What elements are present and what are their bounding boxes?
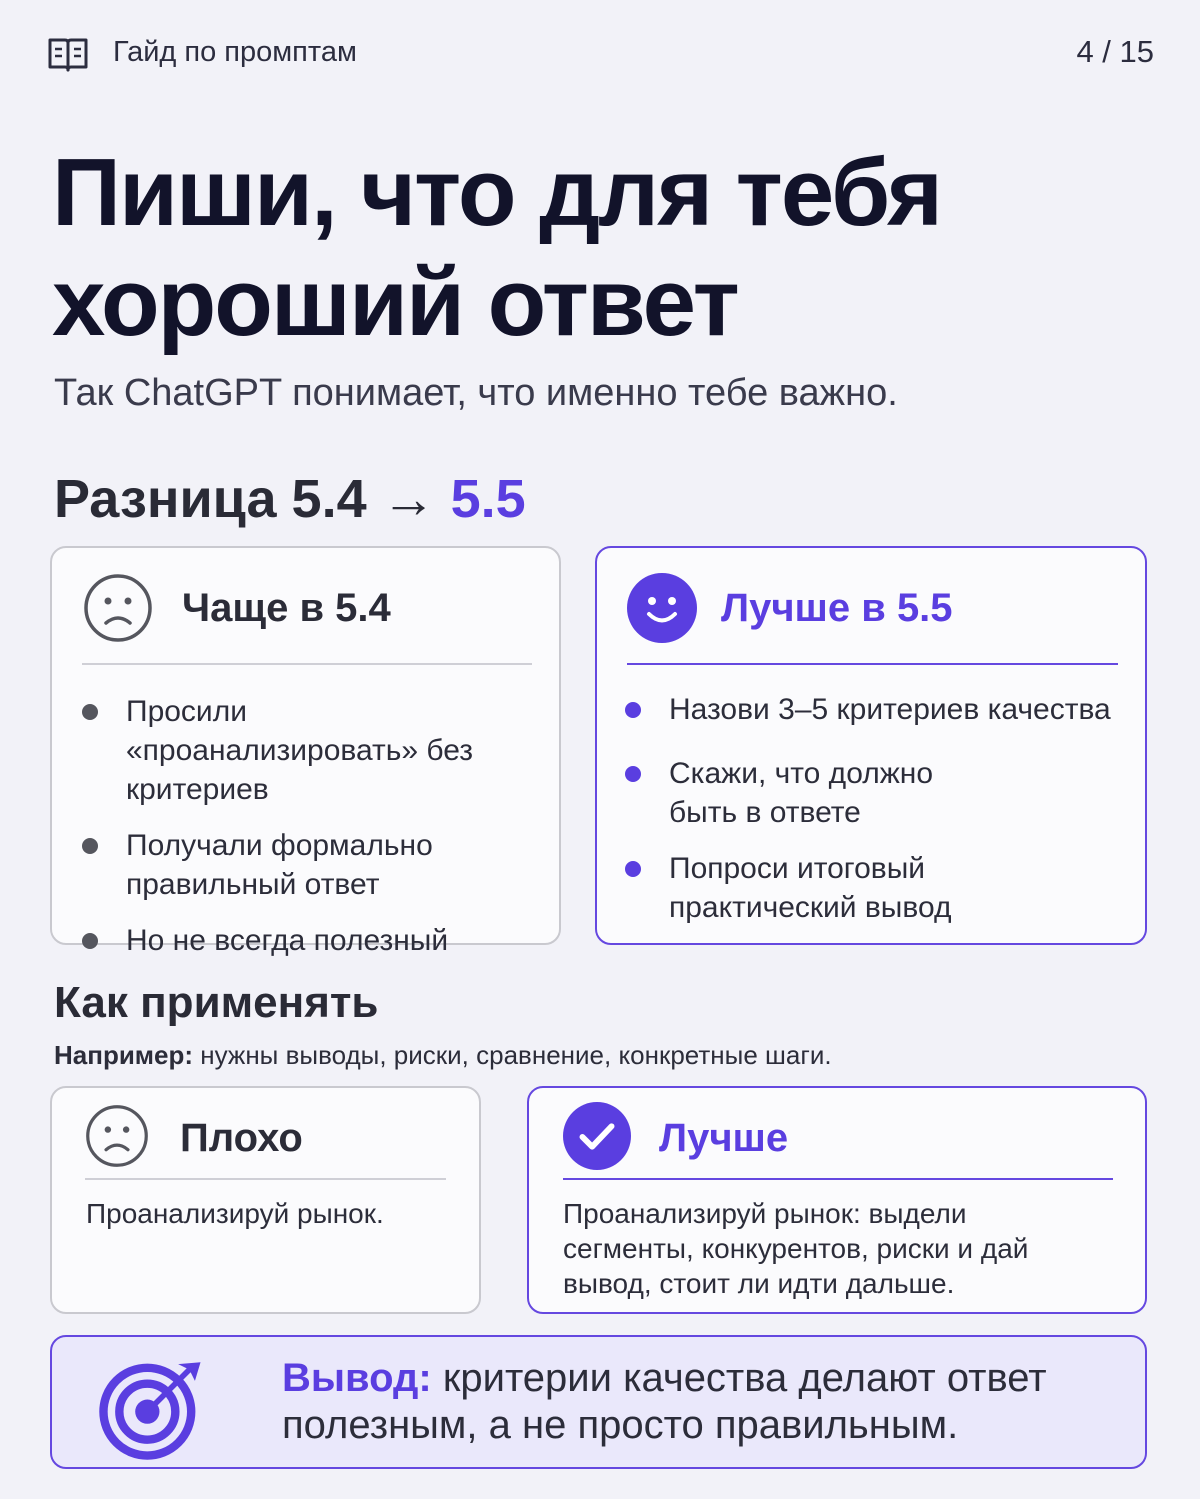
card-good-title: Лучше <box>659 1116 789 1160</box>
apply-heading: Как применять <box>54 978 379 1027</box>
example-text: нужны выводы, риски, сравнение, конкретные шаги. <box>193 1040 832 1070</box>
card-good-divider <box>563 1178 1113 1180</box>
list-item: Просили «проанализировать» без критериев <box>82 692 542 809</box>
list-item: Скажи, что должно быть в ответе <box>625 754 985 832</box>
conclusion-text <box>282 1355 1122 1449</box>
check-circle-icon <box>563 1102 631 1170</box>
card-bad <box>50 1086 481 1314</box>
card-old-title: Чаще в 5.4 <box>182 586 391 630</box>
difference-accent: 5.5 <box>450 469 526 529</box>
guide-title: Гайд по промптам <box>113 36 357 68</box>
list-item: Попроси итоговый практический вывод <box>625 849 955 927</box>
card-bad-divider <box>85 1178 446 1180</box>
card-old-version <box>50 546 561 957</box>
card-new-list <box>625 690 1115 944</box>
page-counter: 4 / 15 <box>1076 34 1154 69</box>
difference-heading <box>54 468 526 530</box>
card-old-divider <box>82 663 532 665</box>
sad-face-icon <box>83 573 153 643</box>
list-item: Получали формально правильный ответ <box>82 826 542 904</box>
page-subtitle: Так ChatGPT понимает, что именно тебе важно. <box>54 372 898 414</box>
card-good <box>527 1086 1147 1314</box>
page-title-line-1: Пиши, что для тебя <box>52 139 941 246</box>
card-bad-text: Проанализируй рынок. <box>86 1198 384 1229</box>
conclusion-label: Вывод: <box>282 1356 432 1400</box>
page-title-line-2: хороший ответ <box>52 249 738 356</box>
difference-label: Разница 5.4 → <box>54 469 436 529</box>
conclusion-body: критерии качества делают ответ полезным, а не просто правильным. <box>282 1356 1047 1447</box>
card-bad-title: Плохо <box>180 1116 303 1160</box>
list-item: Но не всегда полезный <box>82 921 542 960</box>
card-old-list <box>82 692 542 977</box>
conclusion-banner <box>50 1335 1147 1469</box>
target-arrow-icon <box>96 1351 208 1463</box>
page-title <box>52 138 1152 358</box>
example-line <box>54 1040 832 1071</box>
list-item: Назови 3–5 критериев качества <box>625 690 1115 729</box>
card-new-title: Лучше в 5.5 <box>721 586 953 630</box>
example-label: Например: <box>54 1040 194 1070</box>
card-new-divider <box>627 663 1118 665</box>
happy-face-icon <box>627 573 697 643</box>
book-icon <box>46 32 90 76</box>
card-new-version <box>595 546 1147 945</box>
sad-face-icon <box>85 1104 149 1168</box>
card-good-text: Проанализируй рынок: выдели сегменты, конкурентов, риски и дай вывод, стоит ли идти дальше. <box>563 1198 1029 1299</box>
